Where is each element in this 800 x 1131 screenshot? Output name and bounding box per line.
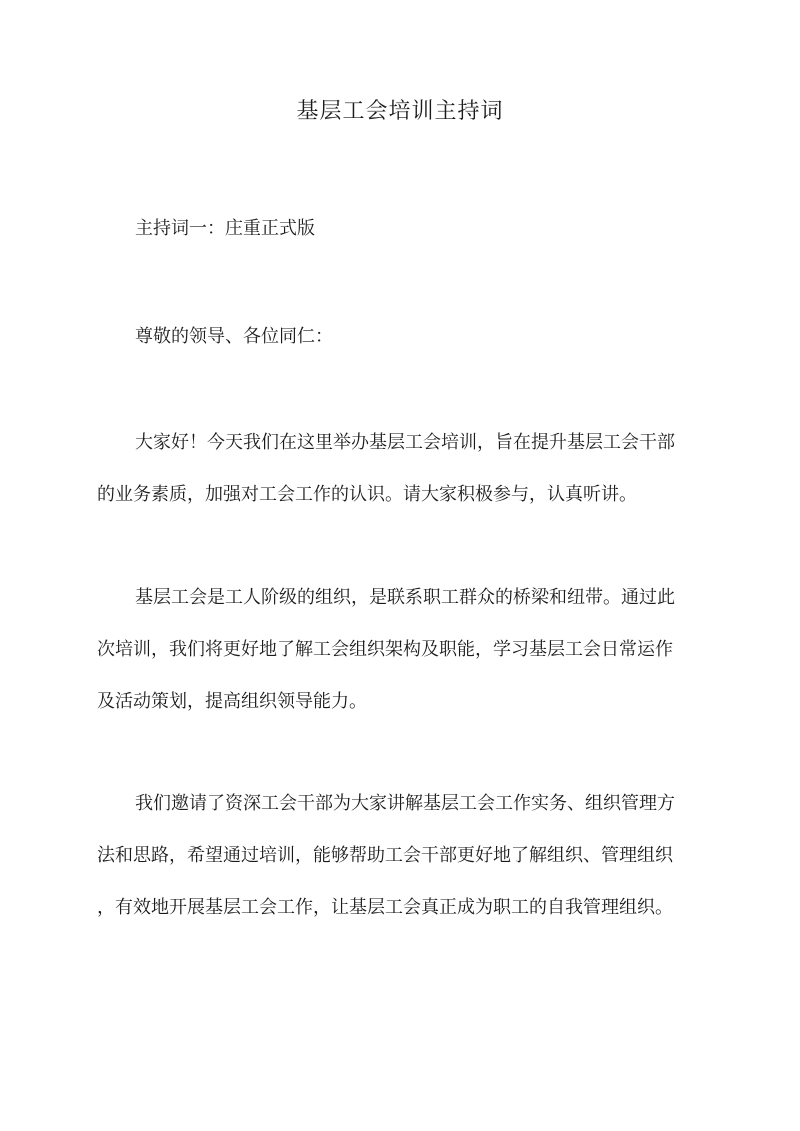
paragraph-line: 我们邀请了资深工会干部为大家讲解基层工会工作实务、组织管理方	[135, 793, 675, 814]
paragraph-line: 及活动策划，提高组织领导能力。	[97, 691, 367, 712]
paragraph-union-role	[97, 572, 705, 728]
document-title: 基层工会培训主持词	[296, 99, 504, 124]
paragraph-subtitle	[97, 203, 705, 255]
paragraph-line: 的业务素质，加强对工会工作的认识。请大家积极参与，认真听讲。	[97, 484, 637, 505]
paragraph-line: ，有效地开展基层工会工作，让基层工会真正成为职工的自我管理组织。	[97, 897, 673, 918]
paragraph-invitation	[97, 778, 705, 934]
paragraph-line: 法和思路，希望通过培训，能够帮助工会干部更好地了解组织、管理组织	[97, 845, 673, 866]
paragraph-line: 尊敬的领导、各位同仁：	[135, 326, 333, 347]
paragraph-line: 主持词一：庄重正式版	[135, 218, 315, 239]
paragraph-line: 基层工会是工人阶级的组织，是联系职工群众的桥梁和纽带。通过此	[135, 587, 675, 608]
paragraph-salutation	[97, 311, 705, 363]
paragraph-line: 大家好！今天我们在这里举办基层工会培训，旨在提升基层工会干部	[135, 432, 675, 453]
paragraph-greeting	[97, 417, 705, 521]
paragraph-line: 次培训，我们将更好地了解工会组织架构及职能，学习基层工会日常运作	[97, 639, 673, 660]
